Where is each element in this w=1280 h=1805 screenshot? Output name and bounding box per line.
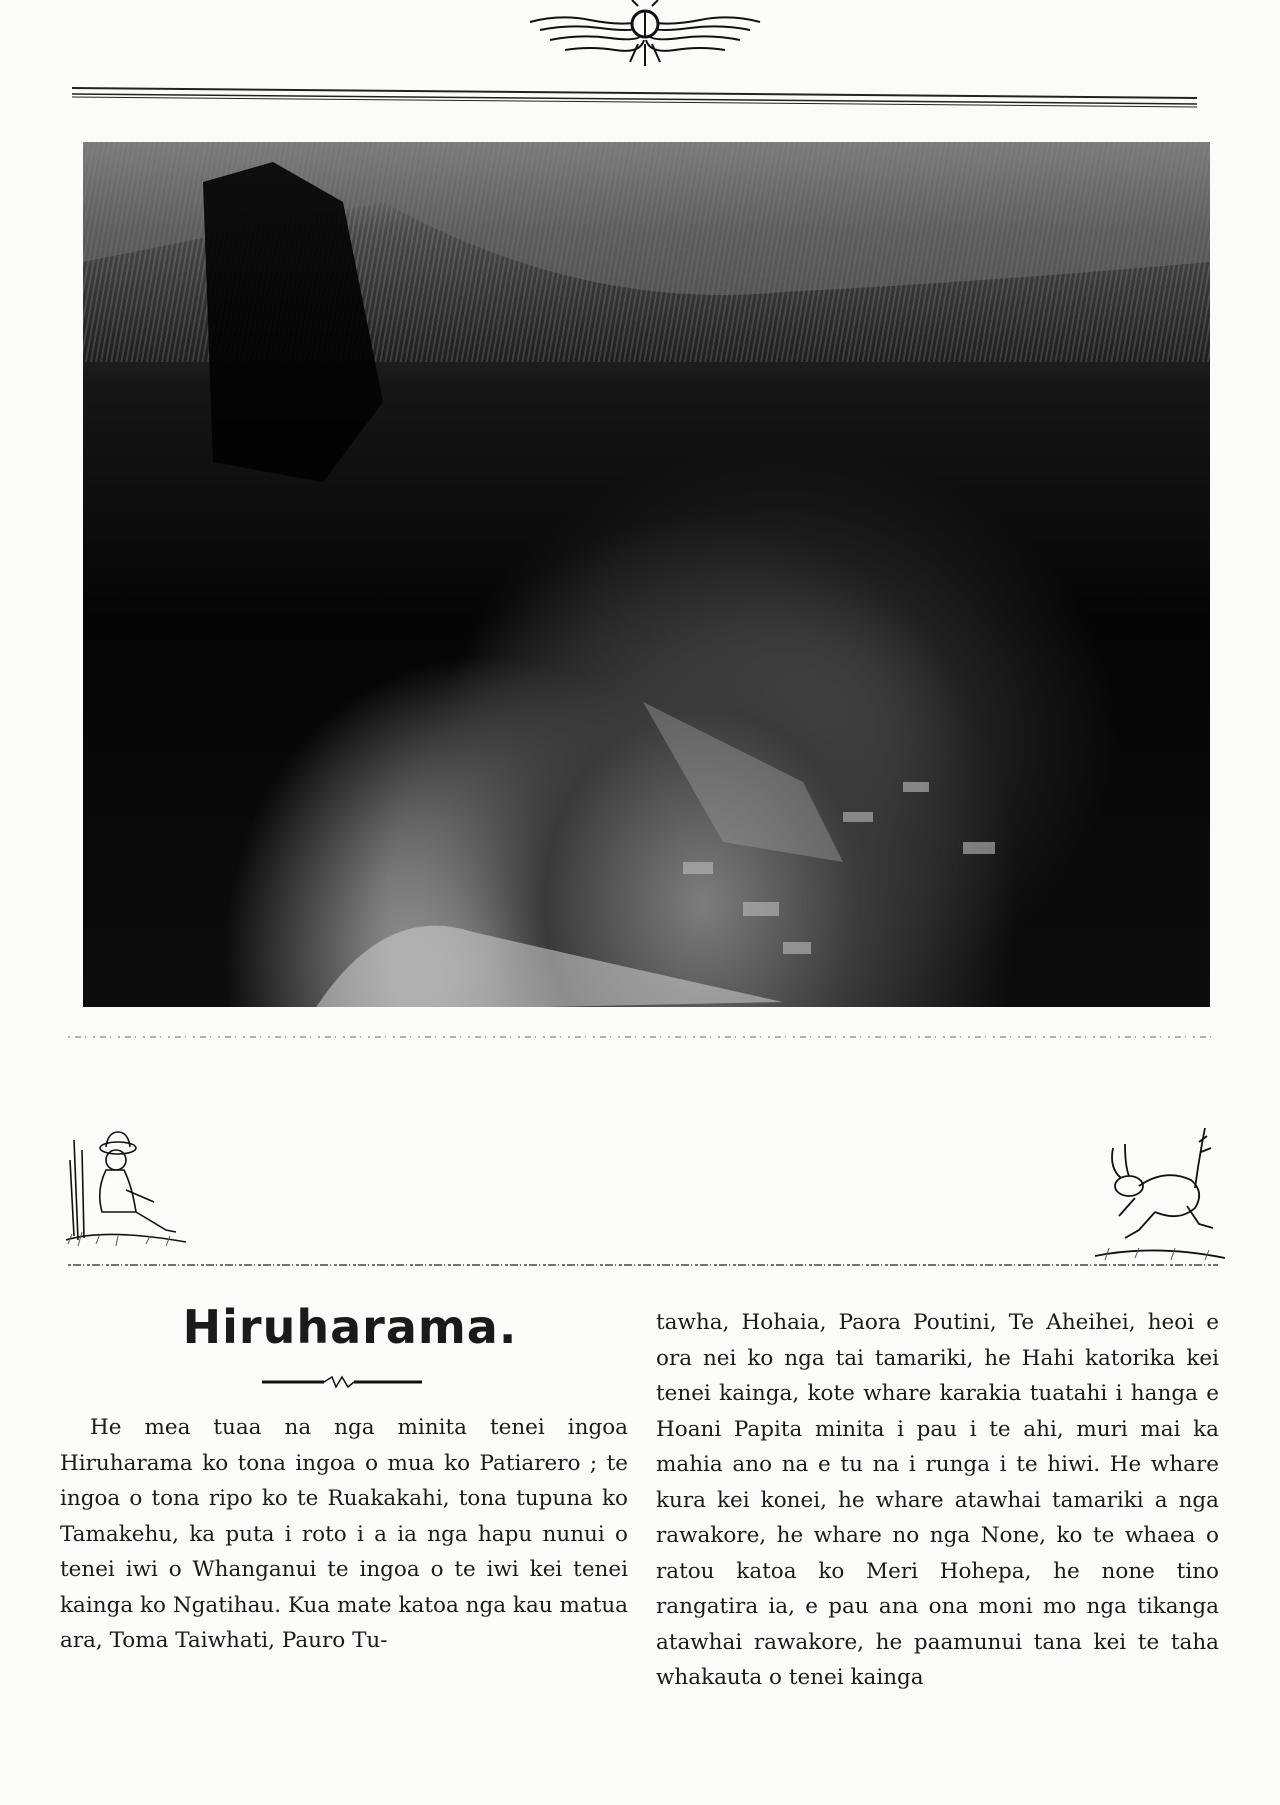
running-rabbit-illustration [1095, 1128, 1225, 1263]
sun-ornament [520, 0, 770, 68]
article-text-left-column: He mea tuaa na nga minita tenei ingoa Hiruharama ko tona ingoa o mua ko Patiarero ; te ingoa o tona ripo ko te Ruakakahi, tona tupuna ko Tamakehu, ka puta i roto i a ia nga hapu nunui o tenei iwi o Whanganui te ingoa o te iwi kei tenei kainga ko Ngatihau. Kua mate katoa nga kau matua ara, Toma Taiwhati, Pauro Tu- [60, 1415, 628, 1653]
title-flourish [262, 1375, 422, 1389]
dotted-rule [68, 1262, 1218, 1268]
article-text-right-column: tawha, Hohaia, Paora Poutini, Te Aheihei, heoi e ora nei ko nga tai tamariki, he Hahi katorika kei tenei kainga, kote whare karakia tuatahi i hanga e Hoani Papita minita i pau i te ahi, muri mai ka mahia ano na e tu na i runga i te hiwi. He whare kura kei konei, he whare atawhai tamariki a nga rawakore, he whare no nga None, ko te whaea o ratou katoa ko Meri Hohepa, he none tino rangatira ia, e pau ana ona moni mo nga tikanga atawhai rawakore, he paamunui tana kei te taha whakauta o tenei kainga [656, 1310, 1219, 1690]
article-title: Hiruharama. [182, 1300, 518, 1354]
photo-landscape [83, 142, 1210, 1007]
reading-boy-illustration [66, 1120, 186, 1250]
double-rule [72, 86, 1197, 110]
dotted-rule [68, 1034, 1218, 1040]
halftone-photograph [83, 142, 1210, 1007]
